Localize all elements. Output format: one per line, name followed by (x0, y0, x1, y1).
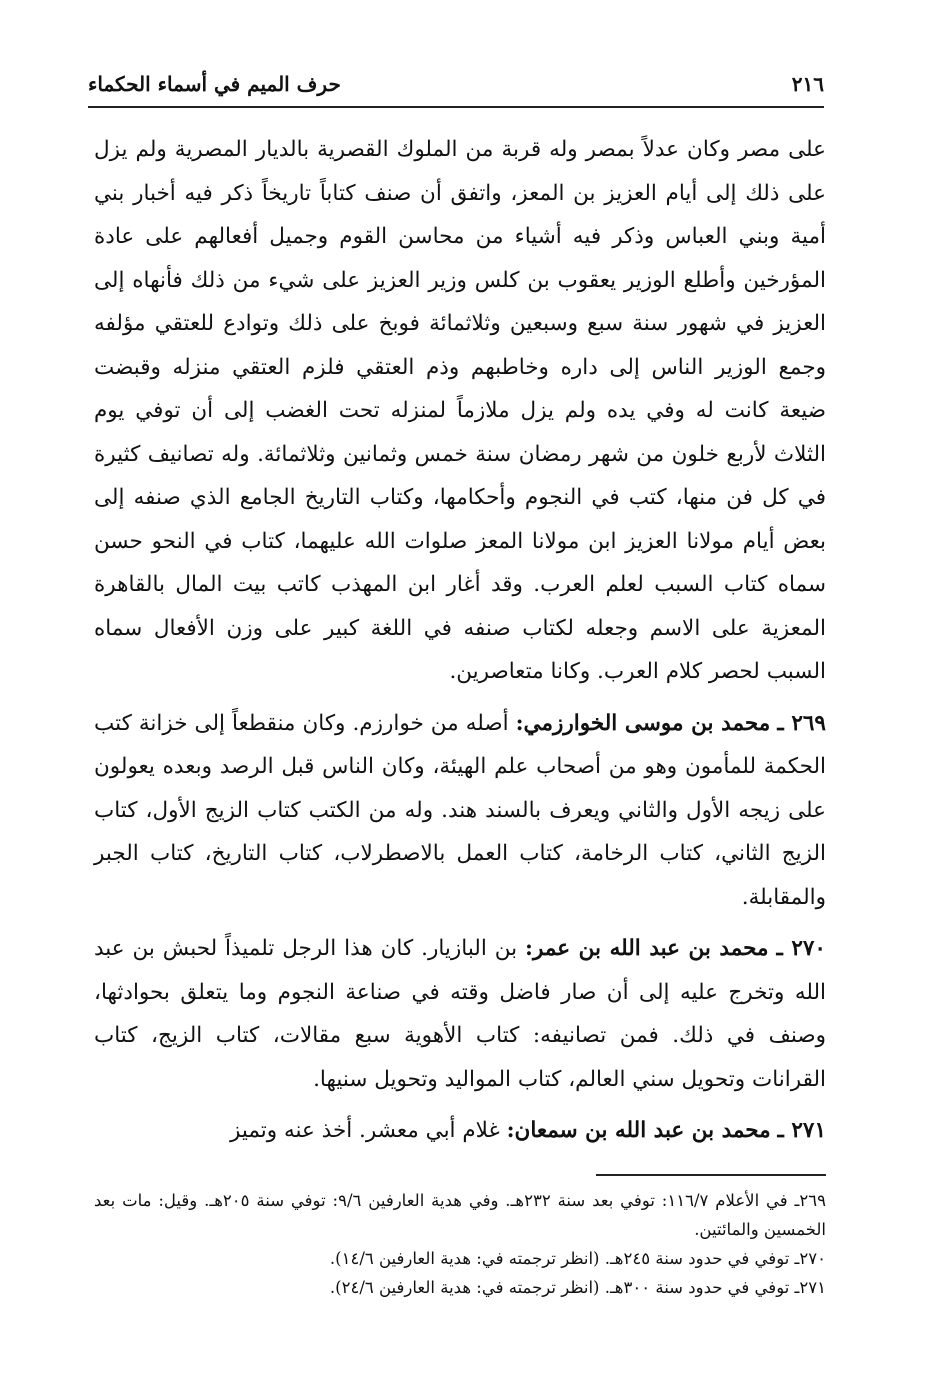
entry-text: غلام أبي معشر. أخذ عنه وتميز (230, 1118, 507, 1143)
main-text (94, 128, 826, 1153)
entry-270 (94, 927, 826, 1101)
entry-name: محمد بن عبد الله بن سمعان: (506, 1118, 771, 1143)
entry-name: محمد بن موسى الخوارزمي: (515, 710, 771, 736)
footnotes (94, 1186, 826, 1302)
entry-number: ٢٧١ ـ (777, 1118, 826, 1143)
entry-text: أصله من خوارزم. وكان منقطعاً إلى خزانة كتب الحكمة للمأمون وهو من أصحاب علم الهيئة، وكان الناس قبل الرصد وبعده يعولون على زيجه الأول والثاني ويعرف بالسند هند. وله من الكتب كتاب الزيج الأول، كتاب الزيج الثاني، كتاب الرخامة، كتاب العمل بالاصطرلاب، كتاب التاريخ، كتاب الجبر والمقابلة. (94, 710, 826, 910)
page-header (88, 64, 824, 104)
entry-271 (94, 1109, 826, 1153)
footnote-269: ٢٦٩ـ في الأعلام ١١٦/٧: توفي بعد سنة ٢٣٢هـ. وفي هدية العارفين ٩/٦: توفي سنة ٢٠٥هـ. وقيل: مات بعد الخمسين والمائتين. (94, 1191, 826, 1239)
continuation-paragraph: على مصر وكان عدلاً بمصر وله قربة من الملوك القصرية بالديار المصرية ولم يزل على ذلك إلى أيام العزيز بن المعز، واتفق أن صنف كتاباً تاريخاً ذكر فيه أخبار بني أمية وبني العباس وذكر فيه أشياء من محاسن القوم وجميل أفعالهم على عادة المؤرخين وأطلع الوزير يعقوب بن كلس وزير العزيز على شيء من ذلك فأنهاه إلى العزيز في شهور سنة سبع وسبعين وثلاثمائة فوبخ على ذلك وتوادع للعتقي مؤلفه وجمع الوزير الناس إلى داره وخاطبهم وذم العتقي فلزم العتقي منزله وقبضت ضيعة كانت له وفي يده ولم يزل ملازماً لمنزله تحت الغضب إلى أن توفي يوم الثلاث لأربع خلون من شهر رمضان سنة خمس وثمانين وثلاثمائة. وله تصانيف كثيرة في كل فن منها، كتب في النجوم وأحكامها، وكتاب التاريخ الجامع الذي صنفه إلى بعض أيام مولانا العزيز ابن مولانا المعز صلوات الله عليهما، كتاب في النحو حسن سماه كتاب السبب لعلم العرب. وقد أغار ابن المهذب كاتب بيت المال بالقاهرة المعزية على الاسم وجعله لكتاب صنفه في اللغة كبير على وزن الأفعال سماه السبب لحصر كلام العرب. وكانا متعاصرين. (94, 137, 826, 684)
running-title: حرف الميم في أسماء الحكماء (88, 72, 341, 96)
page-number: ٢١٦ (791, 72, 824, 96)
footnote-270: ٢٧٠ـ توفي في حدود سنة ٢٤٥هـ. (انظر ترجمته في: هدية العارفين ١٤/٦). (329, 1249, 826, 1268)
entry-269 (94, 702, 826, 920)
entry-number: ٢٧٠ ـ (776, 936, 826, 961)
entry-text: بن البازيار. كان هذا الرجل تلميذاً لحبش بن عبد الله وتخرج عليه إلى أن صار فاضل وقته في صناعة النجوم وما يتعلق بحوادثها، وصنف في ذلك. فمن تصانيفه: كتاب الأهوية سبع مقالات، كتاب الزيج، كتاب القرانات وتحويل سني العالم، كتاب المواليد وتحويل سنيها. (94, 936, 826, 1092)
footnote-271: ٢٧١ـ توفي في حدود سنة ٣٠٠هـ. (انظر ترجمته في: هدية العارفين ٢٤/٦). (329, 1278, 826, 1297)
footnote-divider (596, 1174, 826, 1176)
entry-name: محمد بن عبد الله بن عمر: (525, 936, 769, 961)
entry-number: ٢٦٩ ـ (777, 710, 826, 736)
header-divider (88, 106, 824, 108)
